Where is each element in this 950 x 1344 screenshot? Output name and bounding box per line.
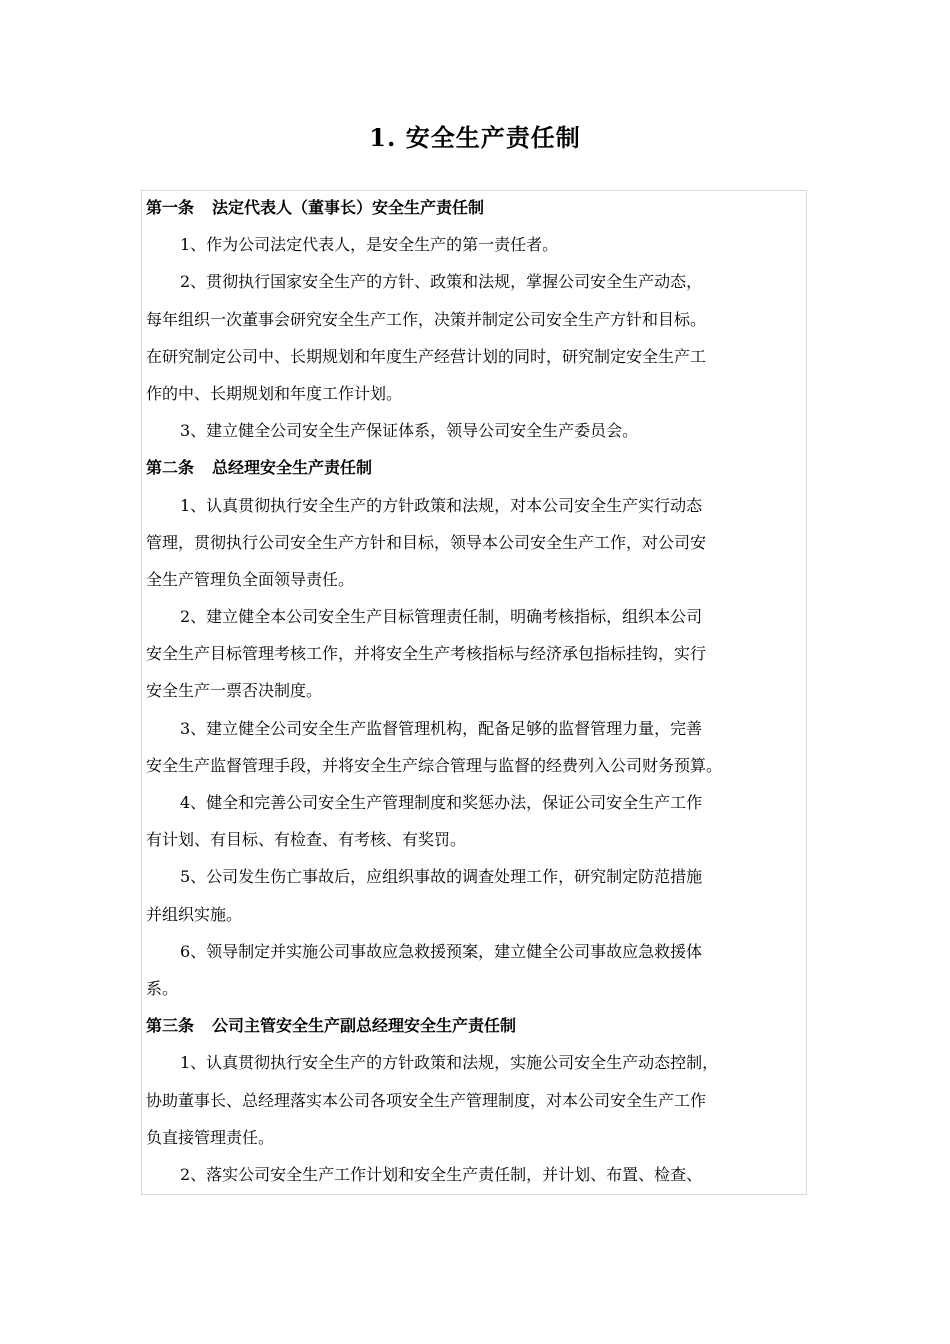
article-heading (146, 1007, 808, 1044)
paragraph-line: 系。 (146, 978, 179, 998)
paragraph-line: 负直接管理责任。 (146, 1127, 275, 1147)
article-heading (146, 189, 808, 226)
paragraph-line: 安全生产一票否决制度。 (146, 681, 323, 701)
paragraph-first-line: 1、作为公司法定代表人，是安全生产的第一责任者。 (180, 235, 559, 255)
paragraph-first-line: 6、领导制定并实施公司事故应急救援预案，建立健全公司事故应急救援体 (180, 941, 703, 961)
paragraph-first-line: 2、贯彻执行国家安全生产的方针、政策和法规，掌握公司安全生产动态， (180, 272, 703, 292)
paragraph-first-line: 5、公司发生伤亡事故后，应组织事故的调查处理工作，研究制定防范措施 (180, 867, 703, 887)
paragraph-line: 协助董事长、总经理落实本公司各项安全生产管理制度，对本公司安全生产工作 (146, 1090, 707, 1110)
article-number: 第一条 (146, 198, 195, 217)
article-number: 第三条 (146, 1016, 195, 1036)
paragraph-first-line: 4、健全和完善公司安全生产管理制度和奖惩办法，保证公司安全生产工作 (180, 793, 703, 812)
article-title: 法定代表人（董事长）安全生产责任制 (212, 198, 485, 217)
article-heading (146, 449, 808, 486)
paragraph-line: 安全生产监督管理手段，并将安全生产综合管理与监督的经费列入公司财务预算。 (146, 755, 723, 775)
paragraph-first-line: 3、建立健全公司安全生产监督管理机构，配备足够的监督管理力量，完善 (180, 718, 703, 738)
paragraph-line: 并组织实施。 (146, 904, 243, 924)
paragraph-first-line: 2、落实公司安全生产工作计划和安全生产责任制，并计划、布置、检查、 (180, 1164, 703, 1184)
paragraph-line: 管理，贯彻执行公司安全生产方针和目标，领导本公司安全生产工作，对公司安 (146, 532, 707, 552)
paragraph-line: 在研究制定公司中、长期规划和年度生产经营计划的同时，研究制定安全生产工 (146, 346, 707, 366)
article-number: 第二条 (146, 458, 195, 478)
paragraph-line: 有计划、有目标、有检查、有考核、有奖罚。 (146, 830, 467, 850)
paragraph-first-line: 3、建立健全公司安全生产保证体系，领导公司安全生产委员会。 (180, 421, 639, 441)
document-title: 1. 安全生产责任制 (369, 123, 581, 152)
paragraph-line: 每年组织一次董事会研究安全生产工作，决策并制定公司安全生产方针和目标。 (146, 309, 707, 329)
paragraph-first-line: 1、认真贯彻执行安全生产的方针政策和法规，对本公司安全生产实行动态 (180, 495, 703, 515)
paragraph-first-line: 2、建立健全本公司安全生产目标管理责任制，明确考核指标，组织本公司 (180, 607, 703, 627)
paragraph-line: 安全生产目标管理考核工作，并将安全生产考核指标与经济承包指标挂钩，实行 (146, 644, 707, 664)
paragraph-first-line: 1、认真贯彻执行安全生产的方针政策和法规，实施公司安全生产动态控制， (180, 1053, 719, 1073)
document-body (146, 189, 808, 1193)
paragraph-line: 全生产管理负全面领导责任。 (146, 569, 355, 589)
article-title: 总经理安全生产责任制 (212, 458, 373, 478)
paragraph-line: 作的中、长期规划和年度工作计划。 (146, 383, 403, 403)
article-title: 公司主管安全生产副总经理安全生产责任制 (212, 1016, 517, 1036)
